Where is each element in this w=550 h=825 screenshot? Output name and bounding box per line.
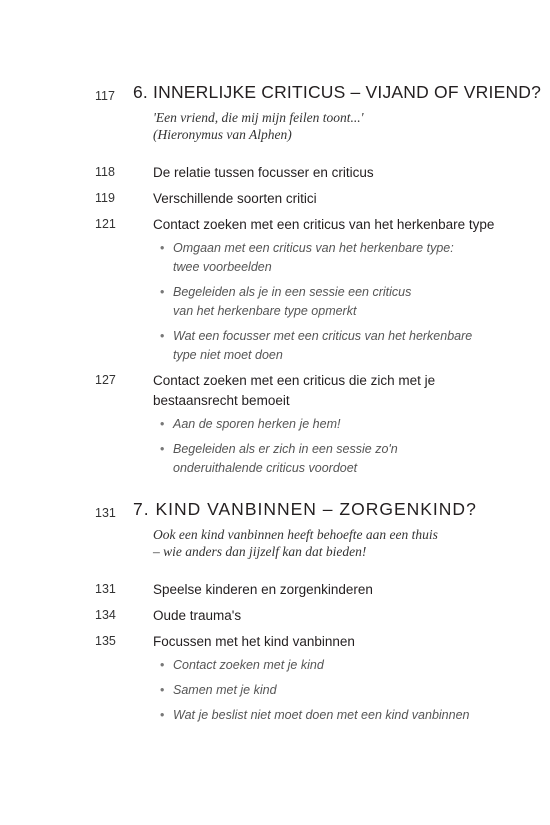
toc-entry — [0, 606, 550, 626]
subsection-item — [160, 327, 550, 365]
entry-title-line: Oude trauma's — [153, 608, 242, 623]
subsection-item — [160, 415, 550, 434]
bullet-icon: • — [160, 241, 165, 255]
subsection-line: van het herkenbare type opmerkt — [173, 304, 357, 318]
epigraph-line: (Hieronymus van Alphen) — [153, 127, 292, 142]
subsection-item — [160, 283, 550, 321]
entry-title — [153, 215, 550, 235]
entry-title-line: Speelse kinderen en zorgenkinderen — [153, 582, 373, 597]
entry-title-line: Verschillende soorten critici — [153, 191, 317, 206]
subsection-line: Omgaan met een criticus van het herkenbare type: — [173, 241, 454, 255]
subsection-line: onderuithalende criticus voordoet — [173, 461, 358, 475]
entry-title — [153, 163, 550, 183]
entry-page-number: 134 — [95, 608, 116, 622]
epigraph-line: – wie anders dan jijzelf kan dat bieden! — [153, 544, 367, 559]
chapter-title: 7. KIND VANBINNEN – ZORGENKIND? — [133, 499, 477, 519]
subsection-line: Begeleiden als er zich in een sessie zo'n — [173, 442, 398, 456]
entry-title-line: De relatie tussen focusser en criticus — [153, 165, 374, 180]
chapter-7-section — [0, 499, 550, 731]
entry-page-number: 135 — [95, 634, 116, 648]
entry-title-line: bestaansrecht bemoeit — [153, 393, 290, 408]
chapter-epigraph — [153, 109, 550, 143]
subsection-item — [160, 239, 550, 277]
subsection-line: Begeleiden als je in een sessie een criticus — [173, 285, 412, 299]
toc-entry — [0, 189, 550, 209]
toc-entry — [0, 215, 550, 365]
subsection-list — [160, 415, 550, 478]
subsection-line: Wat een focusser met een criticus van het herkenbare — [173, 329, 473, 343]
entry-title — [153, 580, 550, 600]
subsection-item — [160, 681, 550, 700]
subsection-line: Wat je beslist niet moet doen met een kind vanbinnen — [173, 708, 470, 722]
entry-title — [153, 189, 550, 209]
chapter-heading — [0, 82, 550, 110]
bullet-icon: • — [160, 329, 165, 343]
entry-title-line: Contact zoeken met een criticus die zich met je — [153, 373, 436, 388]
toc-entry — [0, 163, 550, 183]
entry-title — [153, 632, 550, 652]
epigraph-line: 'Een vriend, die mij mijn feilen toont...' — [153, 110, 364, 125]
subsection-item — [160, 656, 550, 675]
entry-page-number: 127 — [95, 373, 116, 387]
bullet-icon: • — [160, 442, 165, 456]
subsection-item — [160, 440, 550, 478]
subsection-line: Samen met je kind — [173, 683, 277, 697]
bullet-icon: • — [160, 683, 165, 697]
epigraph-line: Ook een kind vanbinnen heeft behoefte aan een thuis — [153, 527, 438, 542]
toc-entry — [0, 371, 550, 478]
toc-entries — [0, 580, 550, 725]
subsection-item — [160, 706, 550, 725]
bullet-icon: • — [160, 285, 165, 299]
chapter-title: 6. INNERLIJKE CRITICUS – VIJAND OF VRIEND? — [133, 82, 542, 102]
subsection-line: twee voorbeelden — [173, 260, 272, 274]
toc-entries — [0, 163, 550, 478]
bullet-icon: • — [160, 658, 165, 672]
entry-page-number: 121 — [95, 217, 116, 231]
chapter-6-section — [0, 82, 550, 484]
chapter-epigraph — [153, 526, 550, 560]
subsection-list — [160, 239, 550, 365]
bullet-icon: • — [160, 708, 165, 722]
entry-page-number: 118 — [95, 165, 115, 179]
subsection-list — [160, 656, 550, 725]
chapter-page-number: 131 — [95, 506, 116, 520]
toc-entry — [0, 580, 550, 600]
entry-title — [153, 371, 550, 411]
entry-title-line: Focussen met het kind vanbinnen — [153, 634, 355, 649]
chapter-page-number: 117 — [95, 89, 115, 103]
subsection-line: type niet moet doen — [173, 348, 283, 362]
toc-entry — [0, 632, 550, 725]
entry-page-number: 119 — [95, 191, 115, 205]
entry-title — [153, 606, 550, 626]
subsection-line: Aan de sporen herken je hem! — [173, 417, 341, 431]
entry-page-number: 131 — [95, 582, 116, 596]
chapter-heading — [0, 499, 550, 527]
subsection-line: Contact zoeken met je kind — [173, 658, 324, 672]
bullet-icon: • — [160, 417, 165, 431]
entry-title-line: Contact zoeken met een criticus van het herkenbare type — [153, 217, 495, 232]
